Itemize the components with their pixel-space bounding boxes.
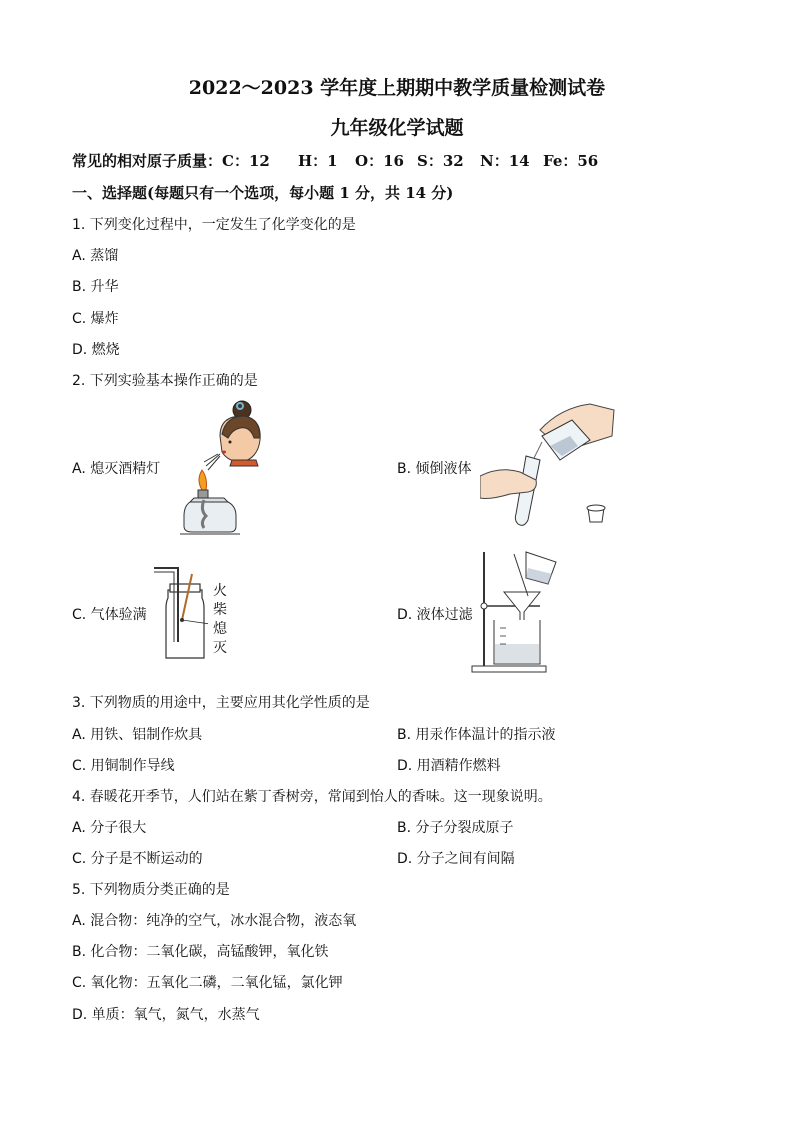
q5-option-d: D. 单质：氧气，氮气，水蒸气: [72, 1007, 260, 1023]
q1-option-c: C. 爆炸: [72, 311, 119, 327]
q2-stem: 2. 下列实验基本操作正确的是: [72, 373, 258, 389]
figure-c-char-2: 柴: [213, 602, 227, 618]
q2-option-b: B. 倾倒液体: [397, 461, 472, 477]
atomic-mass-o: O：16: [355, 152, 404, 170]
q4-option-c: C. 分子是不断运动的: [72, 851, 203, 867]
q5-option-c: C. 氧化物：五氧化二磷，二氧化锰，氯化钾: [72, 975, 343, 991]
q5-option-a: A. 混合物：纯净的空气，冰水混合物，液态氧: [72, 913, 357, 929]
section-heading: 一、选择题(每题只有一个选项，每小题 1 分，共 14 分): [72, 184, 454, 202]
q2-option-d: D. 液体过滤: [397, 607, 473, 623]
q5-option-b: B. 化合物：二氧化碳，高锰酸钾，氧化铁: [72, 944, 329, 960]
q2-option-c: C. 气体验满: [72, 607, 147, 623]
q4-stem: 4. 春暖花开季节，人们站在紫丁香树旁，常闻到怡人的香味。这一现象说明。: [72, 789, 552, 805]
figure-c-char-4: 灭: [213, 640, 227, 656]
q3-option-d: D. 用酒精作燃料: [397, 758, 501, 774]
q2-option-a: A. 熄灭酒精灯: [72, 461, 161, 477]
atomic-mass-fe: Fe：56: [543, 152, 599, 170]
atomic-mass-line: [72, 150, 270, 171]
q3-option-c: C. 用铜制作导线: [72, 758, 175, 774]
q1-option-b: B. 升华: [72, 279, 119, 295]
atomic-mass-n: N：14: [480, 152, 530, 170]
atomic-mass-s: S：32: [417, 152, 464, 170]
q3-option-a: A. 用铁、铝制作炊具: [72, 727, 203, 743]
figure-extinguish-lamp: [170, 398, 270, 538]
atomic-mass-label: 常见的相对原子质量：: [72, 152, 223, 170]
figure-c-label: [213, 582, 229, 658]
q5-stem: 5. 下列物质分类正确的是: [72, 882, 230, 898]
exam-subtitle: 九年级化学试题: [330, 117, 464, 139]
figure-gas-full-test: [148, 562, 208, 662]
atomic-mass-c: C：12: [222, 152, 270, 170]
q3-stem: 3. 下列物质的用途中，主要应用其化学性质的是: [72, 695, 370, 711]
figure-c-char-3: 熄: [213, 621, 227, 637]
figure-filtration: [470, 548, 570, 674]
atomic-mass-h: H：1: [298, 152, 338, 170]
q1-option-d: D. 燃烧: [72, 342, 120, 358]
q1-option-a: A. 蒸馏: [72, 248, 119, 264]
q4-option-b: B. 分子分裂成原子: [397, 820, 514, 836]
figure-c-char-1: 火: [213, 583, 227, 599]
q3-option-b: B. 用汞作体温计的指示液: [397, 727, 556, 743]
q1-stem: 1. 下列变化过程中，一定发生了化学变化的是: [72, 217, 356, 233]
exam-title: 2022～2023 学年度上期期中教学质量检测试卷: [188, 77, 606, 99]
q4-option-d: D. 分子之间有间隔: [397, 851, 515, 867]
figure-pour-liquid: [480, 400, 620, 530]
q4-option-a: A. 分子很大: [72, 820, 147, 836]
